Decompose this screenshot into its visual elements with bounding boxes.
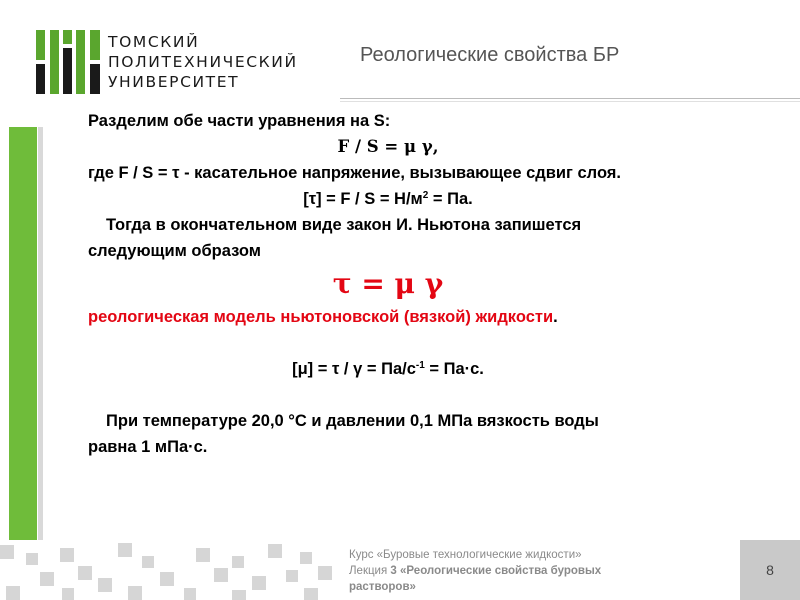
body-line-9: При температуре 20,0 °С и давлении 0,1 МПа вязкость воды — [106, 412, 599, 430]
body-line-6: следующим образом — [88, 242, 262, 260]
equation-f-s: F / S = μ γ, — [337, 137, 439, 156]
header-divider — [340, 98, 800, 99]
tpu-logo — [36, 30, 100, 94]
footer-lecture — [349, 563, 729, 579]
footer-course-info — [349, 547, 729, 595]
body-line-1: Разделим обе части уравнения на S: — [88, 112, 391, 130]
tau-units-sup: 2 — [422, 190, 429, 201]
model-label: реологическая модель ньютоновской (вязкой) жидкости — [88, 308, 554, 326]
university-name — [108, 32, 298, 92]
spacer — [88, 382, 788, 408]
newton-formula: τ = μ γ — [332, 267, 444, 300]
footer-course: Курс «Буровые технологические жидкости» — [349, 549, 582, 561]
mu-units-sup: -1 — [415, 360, 425, 371]
logo-line-3: УНИВЕРСИТЕТ — [108, 73, 240, 91]
footer-lecture-title: 3 «Реологические свойства буровых — [390, 565, 602, 577]
mu-units-end: = Па·с. — [424, 360, 484, 378]
tau-units — [88, 186, 688, 212]
header-divider-shadow — [340, 101, 800, 102]
page-number: 8 — [740, 540, 800, 600]
body-line-10: равна 1 мПа·с. — [88, 438, 208, 456]
footer-lecture-line2: растворов» — [349, 581, 416, 593]
footer-lecture-prefix: Лекция — [349, 565, 391, 577]
tau-units-main: [τ] = F / S = Н/м — [303, 190, 423, 208]
mu-units — [88, 356, 688, 382]
slide-body — [88, 108, 788, 460]
tau-units-end: = Па. — [428, 190, 473, 208]
left-accent-bar — [9, 127, 37, 540]
model-period: . — [553, 308, 558, 326]
body-line-5: Тогда в окончательном виде закон И. Ньютона запишется — [106, 216, 582, 234]
mu-units-main: [μ] = τ / γ = Па/с — [292, 360, 416, 378]
logo-line-2: ПОЛИТЕХНИЧЕСКИЙ — [108, 53, 298, 71]
model-line — [88, 304, 788, 330]
spacer — [88, 330, 788, 356]
body-line-3: где F / S = τ - касательное напряжение, вызывающее сдвиг слоя. — [88, 164, 622, 182]
logo-line-1: ТОМСКИЙ — [108, 33, 200, 51]
slide-title: Реологические свойства БР — [360, 44, 620, 66]
